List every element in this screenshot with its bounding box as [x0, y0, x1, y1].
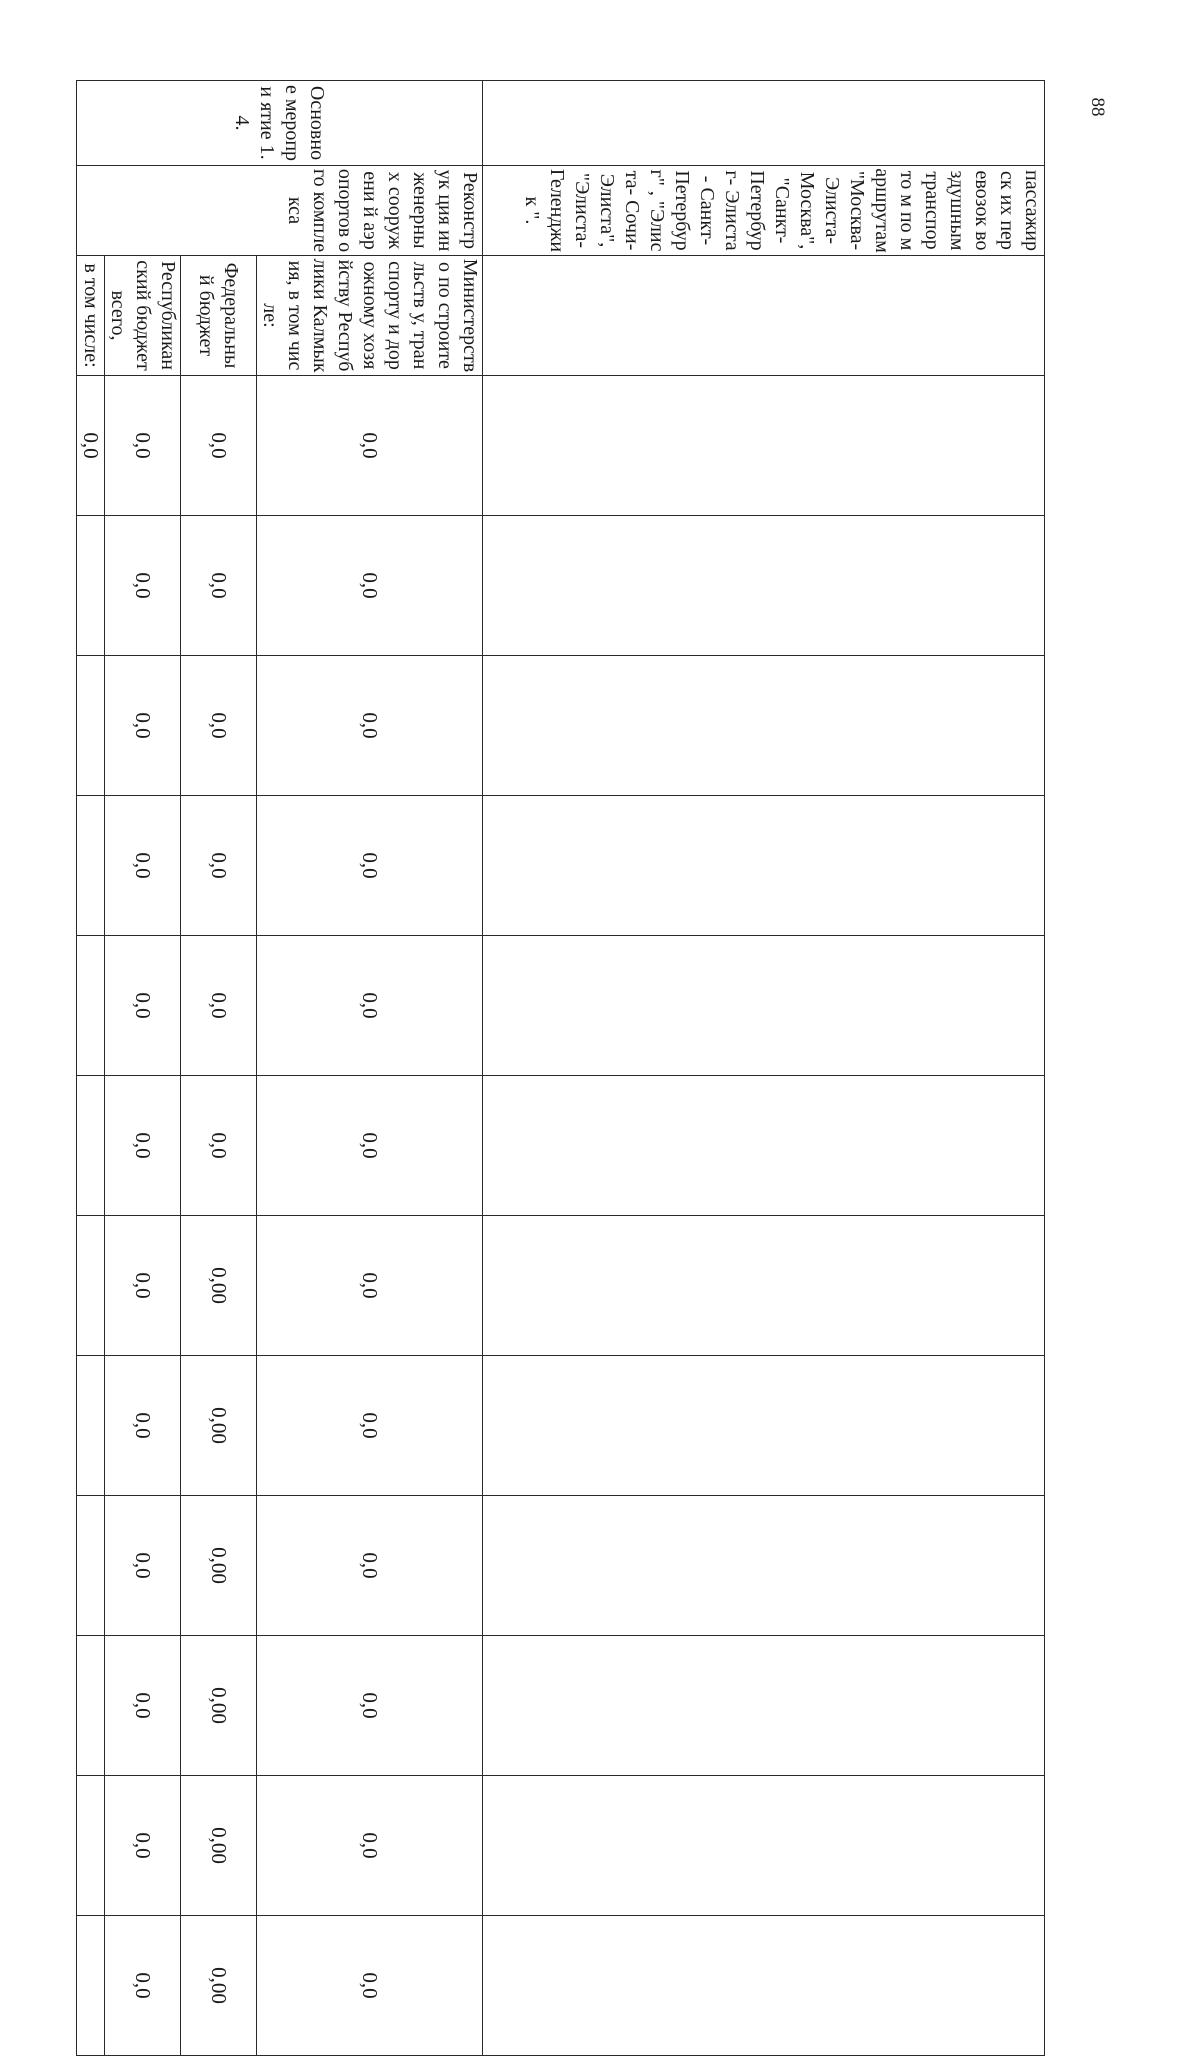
- value-cell: [77, 1496, 105, 1636]
- objective-empty-cell: [483, 256, 1045, 376]
- objective-empty-value: [483, 1216, 1045, 1356]
- value-cell: 0,0: [181, 936, 257, 1076]
- value-cell: 0,0: [105, 1076, 181, 1216]
- table-row: [181, 81, 257, 2056]
- objective-empty-value: [483, 656, 1045, 796]
- objective-empty-value: [483, 1076, 1045, 1216]
- value-cell: [77, 1076, 105, 1216]
- objective-empty-value: [483, 796, 1045, 936]
- value-cell: [77, 656, 105, 796]
- objective-empty-value: [483, 1776, 1045, 1916]
- value-cell: 0,0: [105, 1776, 181, 1916]
- value-cell: [77, 1216, 105, 1356]
- value-cell: 0,0: [105, 1216, 181, 1356]
- objective-empty-value: [483, 516, 1045, 656]
- value-cell: [77, 1916, 105, 2056]
- row-label: Министерств о по строительств у, транспорту и дорожному хозяйству Республики Калмыкия, в том числе:: [257, 256, 483, 376]
- table-row: [105, 81, 181, 2056]
- value-cell: 0,0: [181, 1076, 257, 1216]
- row-label: Республикан ский бюджет всего,: [105, 256, 181, 376]
- value-cell: 0,0: [257, 1916, 483, 2056]
- value-cell: 0,00: [181, 1636, 257, 1776]
- value-cell: 0,0: [77, 376, 105, 516]
- value-cell: 0,00: [181, 1496, 257, 1636]
- value-cell: [77, 516, 105, 656]
- value-cell: 0,00: [181, 1356, 257, 1496]
- value-cell: 0,00: [181, 1776, 257, 1916]
- value-cell: 0,0: [257, 376, 483, 516]
- objective-empty-value: [483, 1636, 1045, 1776]
- value-cell: 0,0: [257, 796, 483, 936]
- row-label: Федеральный бюджет: [181, 256, 257, 376]
- value-cell: 0,0: [105, 1356, 181, 1496]
- value-cell: 0,0: [181, 516, 257, 656]
- value-cell: 0,0: [105, 1916, 181, 2056]
- value-cell: [77, 1636, 105, 1776]
- objective-empty-value: [483, 1496, 1045, 1636]
- value-cell: 0,0: [257, 1776, 483, 1916]
- value-cell: 0,0: [181, 796, 257, 936]
- value-cell: 0,0: [105, 656, 181, 796]
- value-cell: 0,00: [181, 1216, 257, 1356]
- value-cell: 0,0: [105, 796, 181, 936]
- value-cell: 0,0: [257, 656, 483, 796]
- objective-empty-value: [483, 376, 1045, 516]
- page-number: 88: [1087, 97, 1108, 117]
- value-cell: 0,0: [257, 1636, 483, 1776]
- funding-table: [76, 80, 1045, 2056]
- row-label: в том числе:: [77, 256, 105, 376]
- value-cell: 0,0: [257, 936, 483, 1076]
- objective-description: пассажирск их перевозок воздушным транспорто м по маршрутам "Москва- Элиста- Москва", "Санкт- Петербург- Элиста- Санкт- Петербург" , "Элиста- Сочи- Элиста", "Элиста- Геленджик ".: [483, 166, 1045, 256]
- value-cell: 0,0: [105, 376, 181, 516]
- objective-blank-cell: [483, 81, 1045, 166]
- value-cell: [77, 936, 105, 1076]
- objective-row: [483, 81, 1045, 2056]
- objective-empty-value: [483, 1916, 1045, 2056]
- value-cell: [77, 1356, 105, 1496]
- value-cell: 0,0: [181, 376, 257, 516]
- measure-number: Основно е меропри ятие 1.4.: [77, 81, 483, 166]
- measure-name: Реконструк ция инженерны х сооружени й аэропортов ого комплекса: [77, 166, 483, 256]
- value-cell: 0,0: [257, 1076, 483, 1216]
- value-cell: 0,0: [257, 516, 483, 656]
- value-cell: 0,0: [105, 1636, 181, 1776]
- value-cell: [77, 1776, 105, 1916]
- table-row: [77, 81, 105, 2056]
- value-cell: 0,0: [257, 1216, 483, 1356]
- value-cell: 0,0: [257, 1356, 483, 1496]
- value-cell: 0,0: [105, 936, 181, 1076]
- value-cell: 0,0: [257, 1496, 483, 1636]
- rotated-page-area: [79, 80, 1045, 2004]
- value-cell: 0,0: [105, 516, 181, 656]
- objective-empty-value: [483, 1356, 1045, 1496]
- objective-empty-value: [483, 936, 1045, 1076]
- table-row: [257, 81, 483, 2056]
- value-cell: 0,00: [181, 1916, 257, 2056]
- value-cell: 0,0: [105, 1496, 181, 1636]
- rotated-table-container: [79, 80, 1045, 2004]
- value-cell: 0,0: [181, 656, 257, 796]
- value-cell: [77, 796, 105, 936]
